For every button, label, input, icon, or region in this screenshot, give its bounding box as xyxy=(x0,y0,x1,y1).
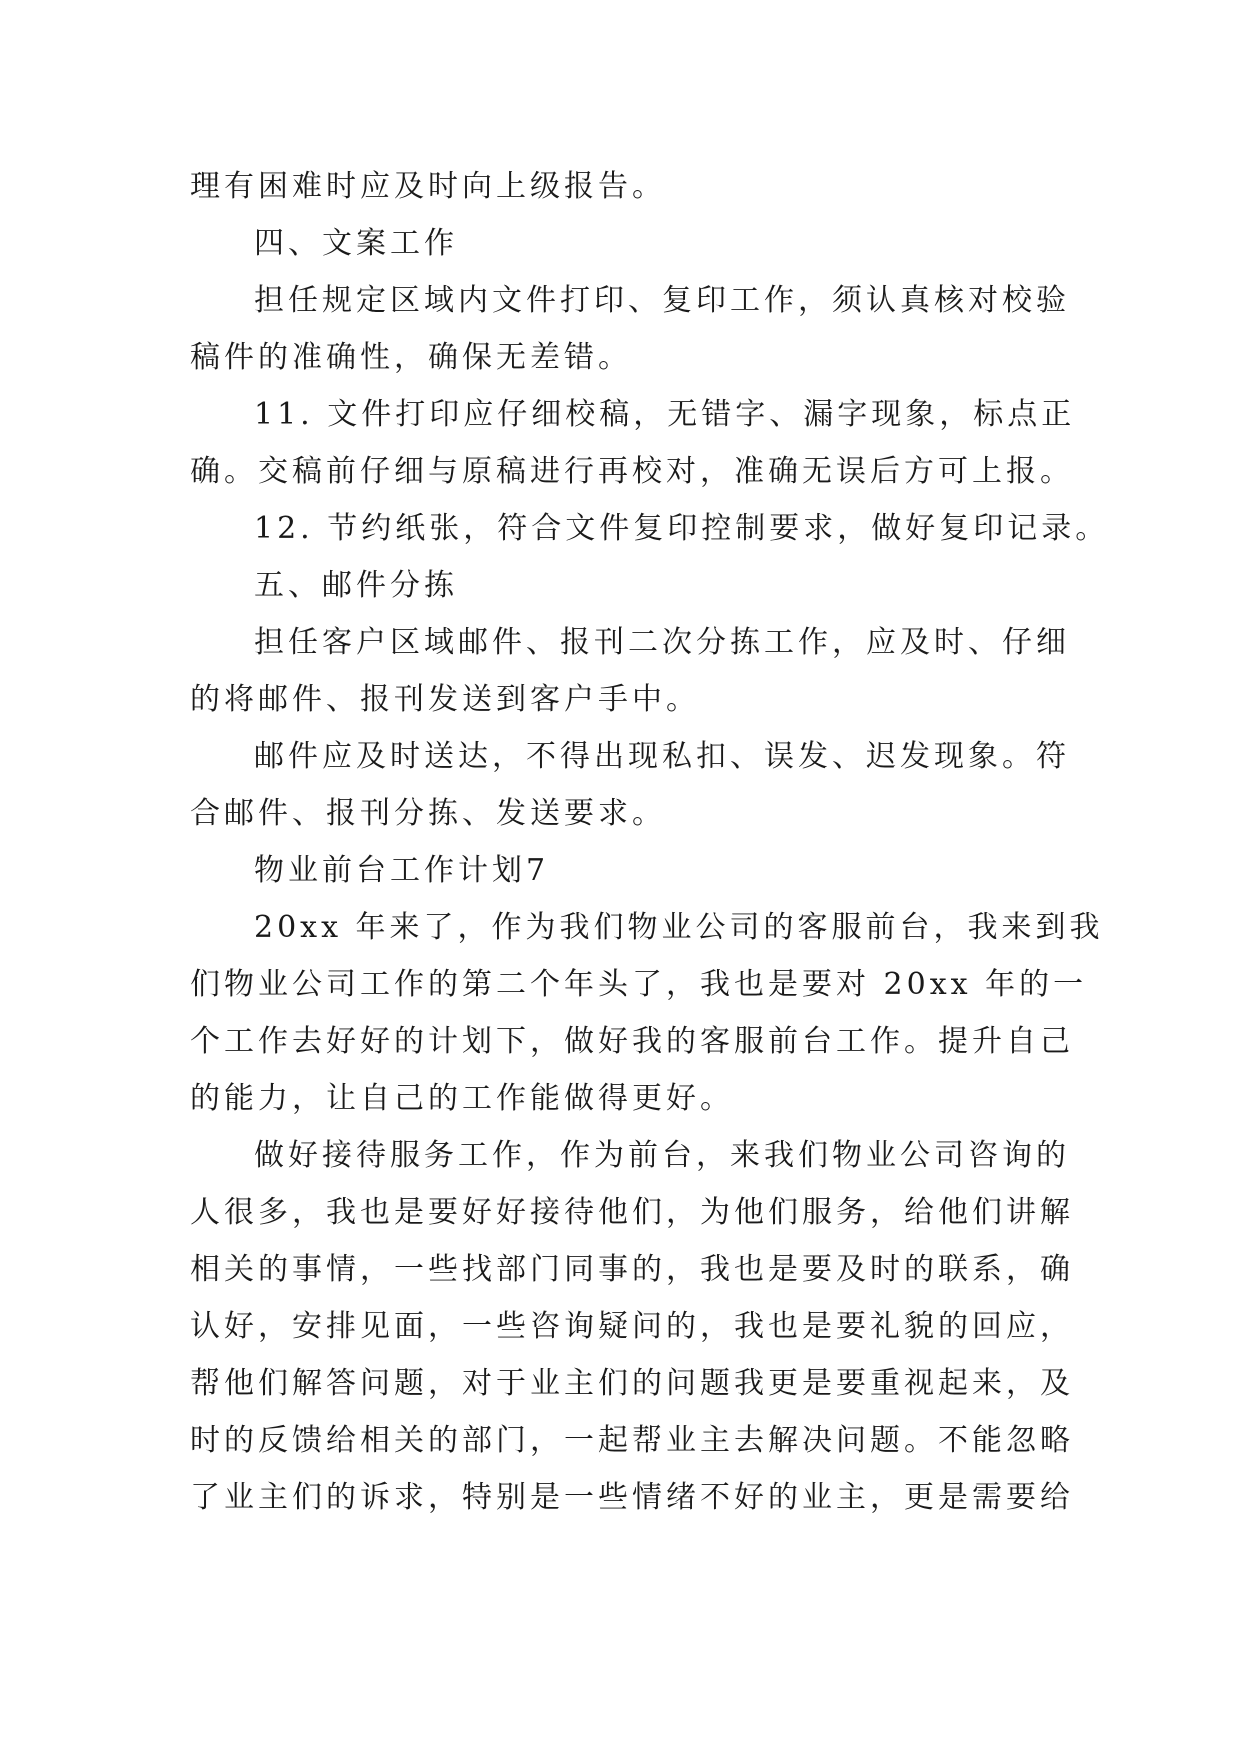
text-line: 个工作去好好的计划下，做好我的客服前台工作。提升自己 xyxy=(190,1024,1074,1059)
section-title: 物业前台工作计划7 xyxy=(254,853,550,888)
text-line: 做好接待服务工作，作为前台，来我们物业公司咨询的 xyxy=(254,1138,1070,1173)
text-line: 的将邮件、报刊发送到客户手中。 xyxy=(190,682,700,717)
text-line: 确。交稿前仔细与原稿进行再校对，准确无误后方可上报。 xyxy=(190,454,1074,489)
text-line: 认好，安排见面，一些咨询疑问的，我也是要礼貌的回应， xyxy=(190,1309,1074,1344)
text-line: 担任规定区域内文件打印、复印工作，须认真核对校验 xyxy=(254,283,1070,318)
text-line: 理有困难时应及时向上级报告。 xyxy=(190,169,666,204)
section-heading: 四、文案工作 xyxy=(254,226,458,261)
text-line: 帮他们解答问题，对于业主们的问题我更是要重视起来，及 xyxy=(190,1366,1074,1401)
text-line: 了业主们的诉求，特别是一些情绪不好的业主，更是需要给 xyxy=(190,1480,1074,1515)
text-line: 邮件应及时送达，不得出现私扣、误发、迟发现象。符 xyxy=(254,739,1070,774)
section-heading: 五、邮件分拣 xyxy=(254,568,458,603)
document-body xyxy=(190,158,1110,1526)
text-line: 们物业公司工作的第二个年头了，我也是要对 20xx 年的一 xyxy=(190,967,1088,1002)
text-line: 的能力，让自己的工作能做得更好。 xyxy=(190,1081,734,1116)
text-line: 合邮件、报刊分拣、发送要求。 xyxy=(190,796,666,831)
text-line: 人很多，我也是要好好接待他们，为他们服务，给他们讲解 xyxy=(190,1195,1074,1230)
text-line: 担任客户区域邮件、报刊二次分拣工作，应及时、仔细 xyxy=(254,625,1070,660)
text-line: 11. 文件打印应仔细校稿，无错字、漏字现象，标点正 xyxy=(254,397,1076,432)
text-line: 20xx 年来了，作为我们物业公司的客服前台，我来到我 xyxy=(254,910,1104,945)
text-line: 12. 节约纸张，符合文件复印控制要求，做好复印记录。 xyxy=(254,511,1110,546)
text-line: 稿件的准确性，确保无差错。 xyxy=(190,340,632,375)
text-line: 时的反馈给相关的部门，一起帮业主去解决问题。不能忽略 xyxy=(190,1423,1074,1458)
text-line: 相关的事情，一些找部门同事的，我也是要及时的联系，确 xyxy=(190,1252,1074,1287)
